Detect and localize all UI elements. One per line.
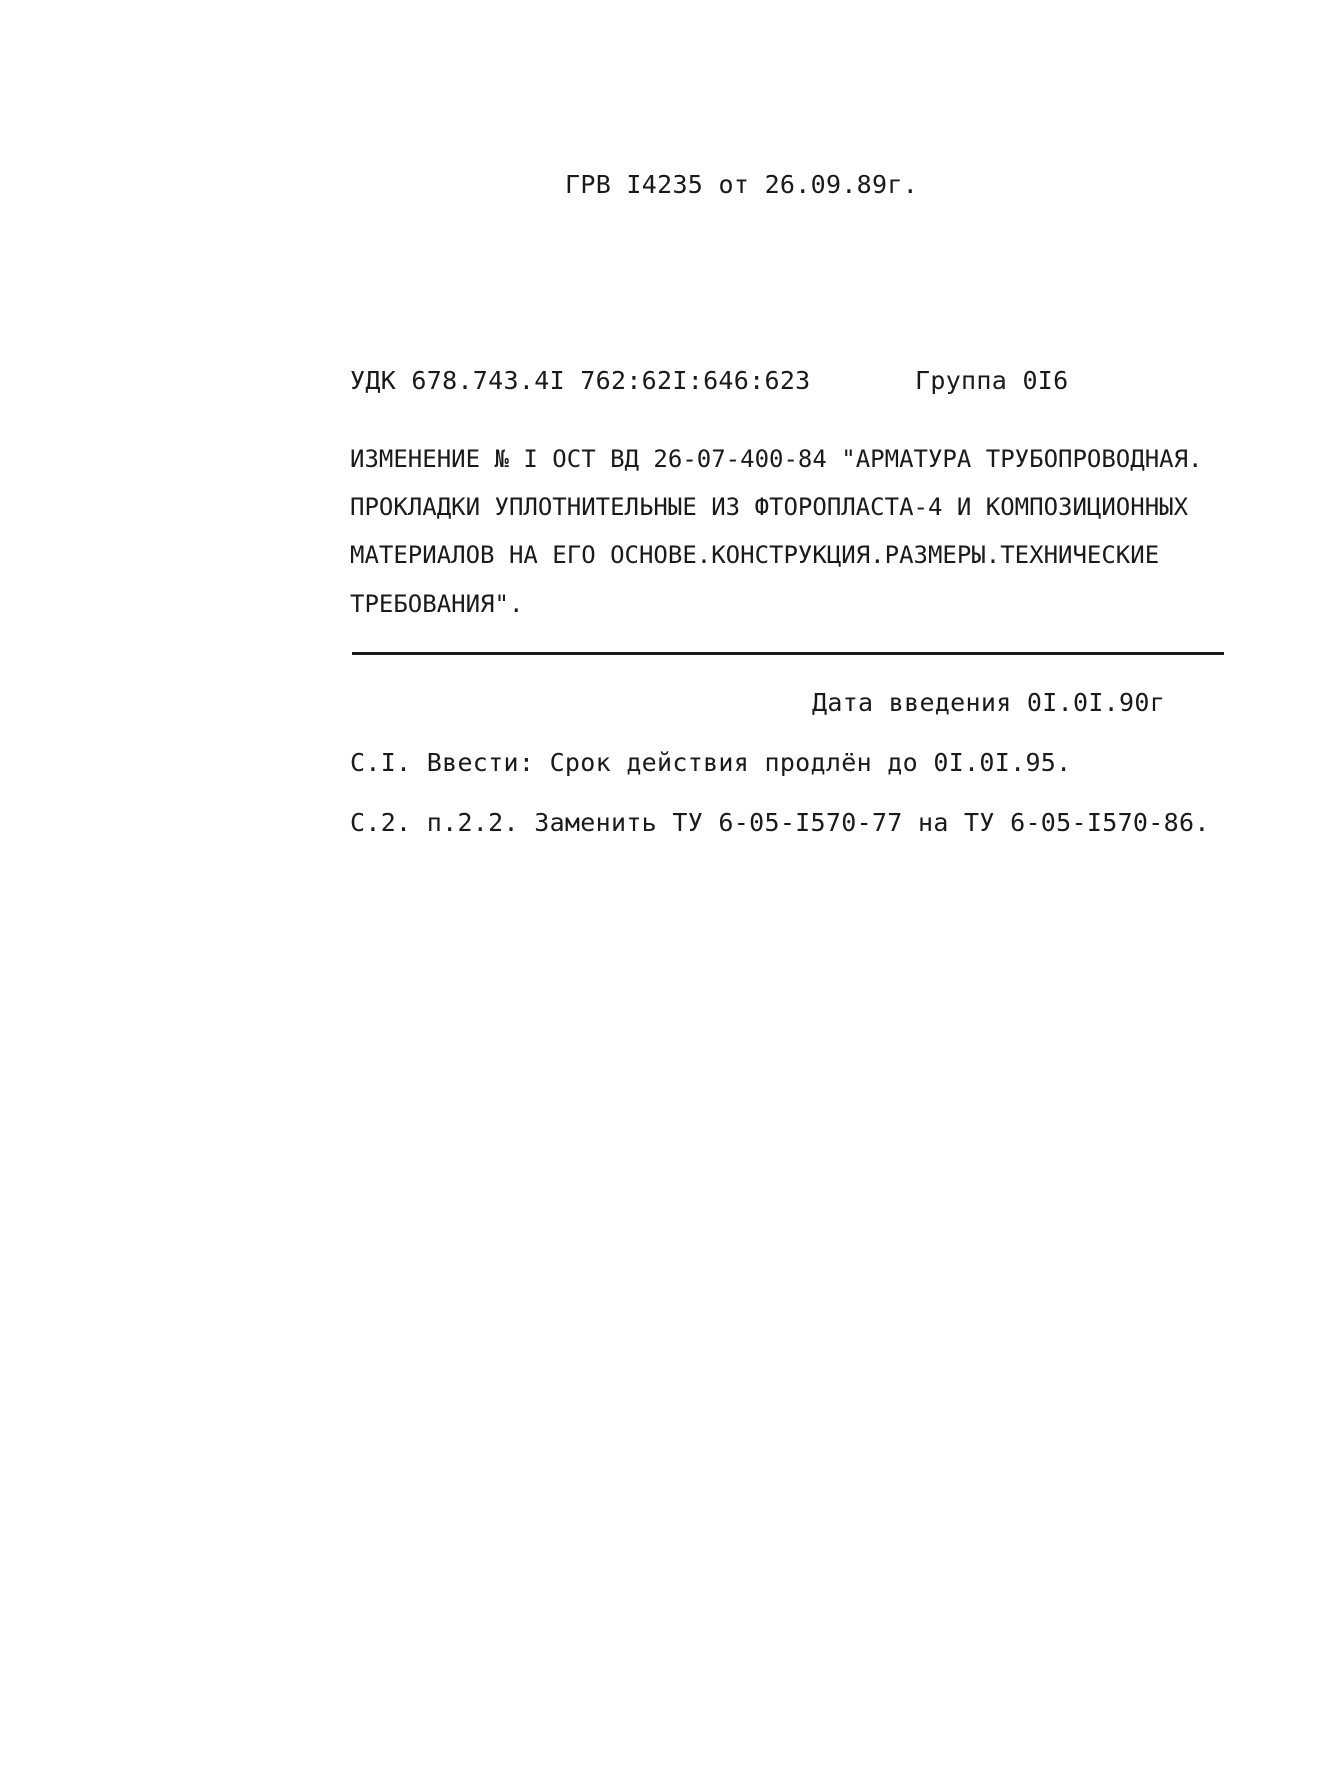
udk-code: УДК 678.743.4I 762:62I:646:623: [350, 366, 811, 395]
registration-header: ГРВ I4235 от 26.09.89г.: [565, 170, 919, 199]
document-title-line: ПРОКЛАДКИ УПЛОТНИТЕЛЬНЫЕ ИЗ ФТОРОПЛАСТА-4 И КОМПОЗИЦИОННЫХ: [350, 493, 1189, 521]
change-item: С.I. Ввести: Срок действия продлён до 0I.0I.95.: [350, 748, 1072, 777]
document-title-line: МАТЕРИАЛОВ НА ЕГО ОСНОВЕ.КОНСТРУКЦИЯ.РАЗМЕРЫ.ТЕХНИЧЕСКИЕ: [350, 541, 1160, 569]
document-title-line: ТРЕБОВАНИЯ".: [350, 590, 524, 618]
group-code: Группа 0I6: [915, 366, 1069, 395]
separator-rule: [352, 652, 1224, 655]
change-item: С.2. п.2.2. Заменить ТУ 6-05-I570-77 на ТУ 6-05-I570-86.: [350, 808, 1210, 837]
effective-date: Дата введения 0I.0I.90г: [812, 688, 1166, 717]
document-title-line: ИЗМЕНЕНИЕ № I ОСТ ВД 26-07-400-84 "АРМАТУРА ТРУБОПРОВОДНАЯ.: [350, 445, 1203, 473]
